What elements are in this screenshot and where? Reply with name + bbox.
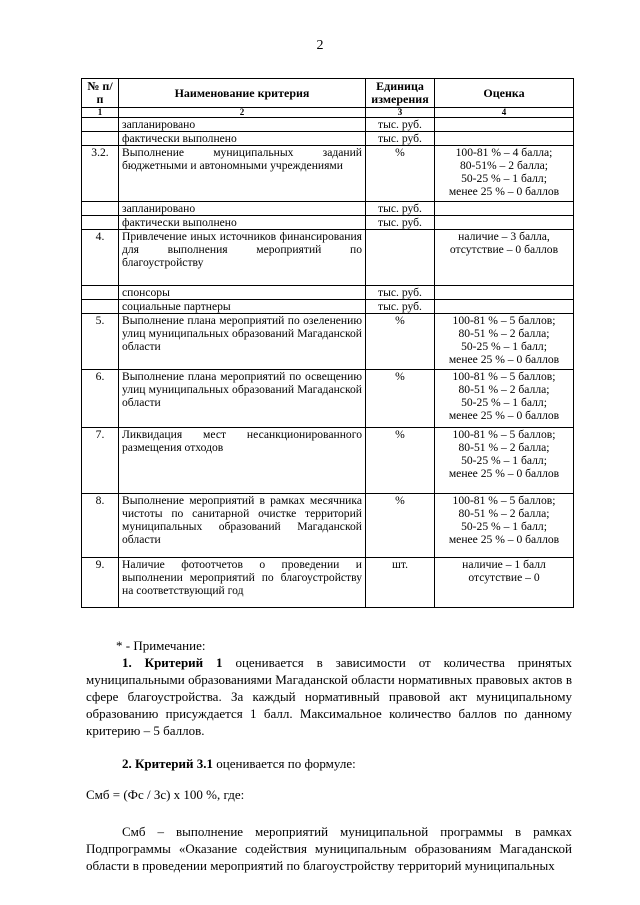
score-line: менее 25 % – 0 баллов bbox=[448, 353, 560, 366]
score bbox=[435, 216, 574, 230]
score-line: менее 25 % – 0 баллов bbox=[448, 533, 560, 546]
unit: % bbox=[366, 146, 435, 202]
row-number: 6. bbox=[82, 370, 119, 428]
row-number: 9. bbox=[82, 558, 119, 608]
unit: тыс. руб. bbox=[366, 286, 435, 300]
score-line: 50-25 % – 1 балл; bbox=[461, 172, 547, 185]
criterion-name: Выполнение мероприятий в рамках месячника чистоты по санитарной очистке территорий муниципальных образований Магаданской области bbox=[119, 494, 366, 558]
note-1-lead: 1. Критерий 1 bbox=[122, 655, 223, 670]
score bbox=[435, 370, 574, 428]
unit bbox=[366, 230, 435, 286]
score bbox=[435, 118, 574, 132]
unit: % bbox=[366, 428, 435, 494]
col-index: 1 bbox=[82, 108, 119, 118]
score bbox=[435, 428, 574, 494]
notes-title: * - Примечание: bbox=[116, 638, 206, 653]
notes-section bbox=[86, 637, 572, 874]
score bbox=[435, 230, 574, 286]
row-number bbox=[82, 202, 119, 216]
score-line: 100-81 % – 5 баллов; bbox=[452, 428, 556, 441]
criterion-name: запланировано bbox=[119, 202, 366, 216]
score-line: 80-51 % – 2 балла; bbox=[458, 441, 550, 454]
col-index: 4 bbox=[435, 108, 574, 118]
score-line: отсутствие – 0 bbox=[468, 571, 540, 584]
score-line: 50-25 % – 1 балл; bbox=[461, 340, 547, 353]
table-row bbox=[82, 146, 574, 202]
header-num: № п/п bbox=[82, 79, 119, 108]
row-number: 4. bbox=[82, 230, 119, 286]
score-line: 80-51% – 2 балла; bbox=[459, 159, 549, 172]
table-row bbox=[82, 216, 574, 230]
criterion-name: Наличие фотоотчетов о проведении и выполнении мероприятий по благоустройству на соответствующий год bbox=[119, 558, 366, 608]
score-line: 80-51 % – 2 балла; bbox=[458, 327, 550, 340]
score bbox=[435, 300, 574, 314]
score-line: менее 25 % – 0 баллов bbox=[448, 467, 560, 480]
score bbox=[435, 558, 574, 608]
criteria-table bbox=[81, 78, 574, 608]
score bbox=[435, 146, 574, 202]
criterion-name: Выполнение плана мероприятий по озеленению улиц муниципальных образований Магаданской области bbox=[119, 314, 366, 370]
header-score: Оценка bbox=[435, 79, 574, 108]
table-row bbox=[82, 494, 574, 558]
col-index: 3 bbox=[366, 108, 435, 118]
table-row bbox=[82, 314, 574, 370]
note-paragraph-3: Смб – выполнение мероприятий муниципальной программы в рамках Подпрограммы «Оказание содействия муниципальным образованиям Магаданской области в проведении мероприятий по благоустройству территорий муниципальных bbox=[86, 824, 572, 873]
criterion-name: Ликвидация мест несанкционированного размещения отходов bbox=[119, 428, 366, 494]
row-number bbox=[82, 118, 119, 132]
table-header-row bbox=[82, 79, 574, 108]
score-line: 50-25 % – 1 балл; bbox=[461, 454, 547, 467]
criterion-name: спонсоры bbox=[119, 286, 366, 300]
score-line: 50-25 % – 1 балл; bbox=[461, 520, 547, 533]
criterion-name: Выполнение муниципальных заданий бюджетными и автономными учреждениями bbox=[119, 146, 366, 202]
note-paragraph-2 bbox=[86, 755, 572, 772]
row-number: 5. bbox=[82, 314, 119, 370]
score-line: менее 25 % – 0 баллов bbox=[448, 409, 560, 422]
unit: шт. bbox=[366, 558, 435, 608]
score-line: наличие – 1 балл bbox=[462, 558, 546, 571]
table-row bbox=[82, 428, 574, 494]
unit: тыс. руб. bbox=[366, 202, 435, 216]
unit: тыс. руб. bbox=[366, 132, 435, 146]
table-row bbox=[82, 370, 574, 428]
header-unit: Единица измерения bbox=[366, 79, 435, 108]
score-line: 80-51 % – 2 балла; bbox=[458, 507, 550, 520]
score-line: менее 25 % – 0 баллов bbox=[448, 185, 560, 198]
note-paragraph-1 bbox=[86, 654, 572, 739]
score-line: отсутствие – 0 баллов bbox=[449, 243, 559, 256]
row-number: 3.2. bbox=[82, 146, 119, 202]
note-1-text: оценивается в зависимости от количества принятых муниципальными образованиями Магаданской области нормативных правовых актов в сфере благоустройства. За каждый нормативный правовой акт муниципальному образованию присуждается 1 балл. Максимальное количество баллов по данному критерию – 5 баллов. bbox=[86, 655, 573, 738]
unit: % bbox=[366, 370, 435, 428]
score bbox=[435, 132, 574, 146]
table-row bbox=[82, 300, 574, 314]
score bbox=[435, 314, 574, 370]
score bbox=[435, 202, 574, 216]
row-number bbox=[82, 132, 119, 146]
formula: Смб = (Фс / Зс) х 100 %, где: bbox=[86, 787, 245, 802]
score-line: 100-81 % – 5 баллов; bbox=[452, 314, 556, 327]
criterion-name: социальные партнеры bbox=[119, 300, 366, 314]
note-2-text: оценивается по формуле: bbox=[213, 756, 356, 771]
score-line: наличие – 3 балла, bbox=[458, 230, 550, 243]
table-row bbox=[82, 286, 574, 300]
table-row bbox=[82, 202, 574, 216]
score-line: 100-81 % – 4 балла; bbox=[455, 146, 553, 159]
row-number bbox=[82, 216, 119, 230]
table-row bbox=[82, 132, 574, 146]
score bbox=[435, 286, 574, 300]
criterion-name: фактически выполнено bbox=[119, 132, 366, 146]
row-number: 7. bbox=[82, 428, 119, 494]
unit: тыс. руб. bbox=[366, 216, 435, 230]
table-row bbox=[82, 118, 574, 132]
criterion-name: фактически выполнено bbox=[119, 216, 366, 230]
column-index-row bbox=[82, 108, 574, 118]
unit: тыс. руб. bbox=[366, 118, 435, 132]
score bbox=[435, 494, 574, 558]
table-row bbox=[82, 558, 574, 608]
criterion-name: Привлечение иных источников финансирования для выполнения мероприятий по благоустройству bbox=[119, 230, 366, 286]
criterion-name: запланировано bbox=[119, 118, 366, 132]
unit: % bbox=[366, 494, 435, 558]
page-number: 2 bbox=[316, 38, 324, 53]
table-body bbox=[82, 108, 574, 608]
score-line: 80-51 % – 2 балла; bbox=[458, 383, 550, 396]
header-name: Наименование критерия bbox=[119, 79, 366, 108]
row-number bbox=[82, 286, 119, 300]
note-2-lead: 2. Критерий 3.1 bbox=[122, 756, 214, 771]
unit: % bbox=[366, 314, 435, 370]
score-line: 100-81 % – 5 баллов; bbox=[452, 370, 556, 383]
col-index: 2 bbox=[119, 108, 366, 118]
row-number bbox=[82, 300, 119, 314]
row-number: 8. bbox=[82, 494, 119, 558]
score-line: 50-25 % – 1 балл; bbox=[461, 396, 547, 409]
table-row bbox=[82, 230, 574, 286]
criterion-name: Выполнение плана мероприятий по освещению улиц муниципальных образований Магаданской области bbox=[119, 370, 366, 428]
unit: тыс. руб. bbox=[366, 300, 435, 314]
score-line: 100-81 % – 5 баллов; bbox=[452, 494, 556, 507]
